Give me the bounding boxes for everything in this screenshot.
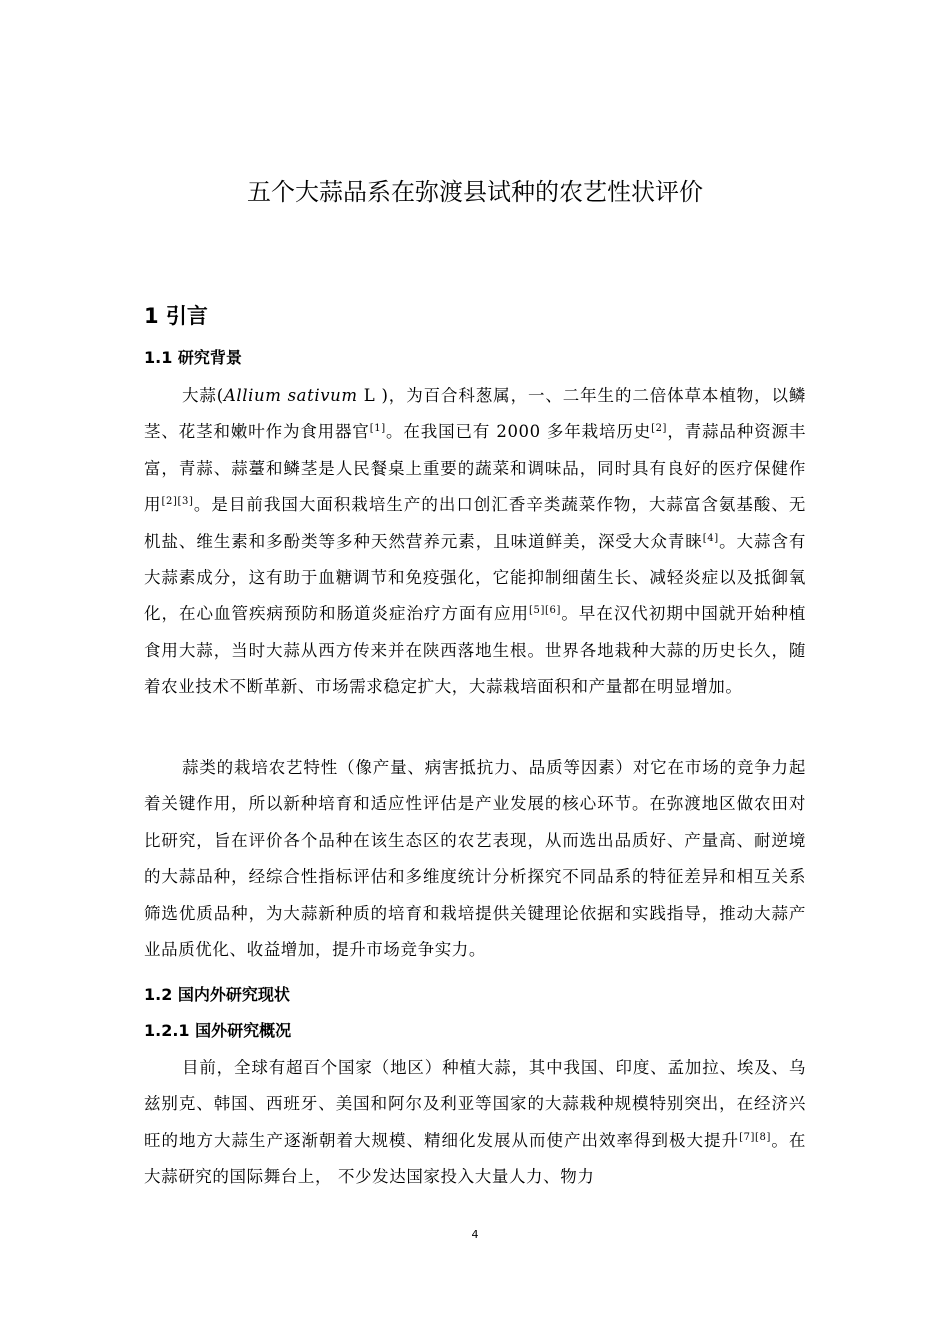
paragraph-foreign-research xyxy=(144,1050,806,1196)
section-heading-introduction: 1 引言 xyxy=(144,304,208,328)
text-run: 目前，全球有超百个国家（地区）种植大蒜，其中我国、印度、孟加拉、埃及、乌兹别克、韩国、西班牙、美国和阿尔及利亚等国家的大蒜栽种规模特别突出，在经济兴旺的地方大蒜生产逐渐朝着大规模、精细化发展从而使产出效率得到极大提升 xyxy=(144,1058,806,1150)
citation-ref: [2][3] xyxy=(161,496,194,508)
paragraph-background-2: 蒜类的栽培农艺特性（像产量、病害抵抗力、品质等因素）对它在市场的竞争力起着关键作用，所以新种培育和适应性评估是产业发展的核心环节。在弥渡地区做农田对比研究，旨在评价各个品种在该生态区的农艺表现，从而选出品质好、产量高、耐逆境的大蒜品种，经综合性指标评估和多维度统计分析探究不同品系的特征差异和相互关系筛选优质品种，为大蒜新种质的培育和栽培提供关键理论依据和实践指导，推动大蒜产业品质优化、收益增加，提升市场竞争实力。 xyxy=(144,758,806,960)
paragraph-background-1 xyxy=(144,378,806,706)
page-title: 五个大蒜品系在弥渡县试种的农艺性状评价 xyxy=(247,178,703,206)
text-run: 。是目前我国大面积栽培生产的出口创汇香辛类蔬菜作物，大蒜富含氨基酸、无机盐、维生素和多酚类等多种天然营养元素，且味道鲜美，深受大众青睐 xyxy=(144,495,807,551)
section-heading-research-status: 1.2 国内外研究现状 xyxy=(144,985,290,1004)
text-run: 大蒜( xyxy=(182,386,224,405)
text-run: ，青蒜品种资源丰富，青蒜、蒜薹和鳞茎是人民餐桌上重要的蔬菜和调味品，同时具有良好的医疗保健作用 xyxy=(144,422,806,515)
text-run: L )，为百合科葱属，一、二年生的二倍体草本植物，以鳞茎、花茎和嫩叶作为食用器官 xyxy=(144,386,806,442)
citation-ref: [2] xyxy=(651,423,668,435)
citation-ref: [4] xyxy=(702,532,719,544)
text-run: 。在大蒜研究的国际舞台上， 不少发达国家投入大量人力、物力 xyxy=(144,1130,807,1187)
citation-ref: [7][8] xyxy=(739,1131,771,1143)
text-run: 。在我国已有 2000 多年栽培历史 xyxy=(385,422,652,442)
species-name: Allium sativum xyxy=(223,386,358,405)
citation-ref: [5][6] xyxy=(529,605,561,617)
section-heading-foreign-research: 1.2.1 国外研究概况 xyxy=(144,1021,292,1040)
citation-ref: [1] xyxy=(369,423,386,435)
text-run: 。早在汉代初期中国就开始种植食用大蒜，当时大蒜从西方传来并在陕西落地生根。世界各地栽种大蒜的历史长久，随着农业技术不断革新、市场需求稳定扩大，大蒜栽培面积和产量都在明显增加。 xyxy=(144,604,807,697)
text-run: 。大蒜含有大蒜素成分，这有助于血糖调节和免疫强化，它能抑制细菌生长、减轻炎症以及抵御氧化，在心血管疾病预防和肠道炎症治疗方面有应用 xyxy=(144,531,807,624)
page-number: 4 xyxy=(471,1228,479,1241)
section-heading-research-background: 1.1 研究背景 xyxy=(144,348,242,367)
